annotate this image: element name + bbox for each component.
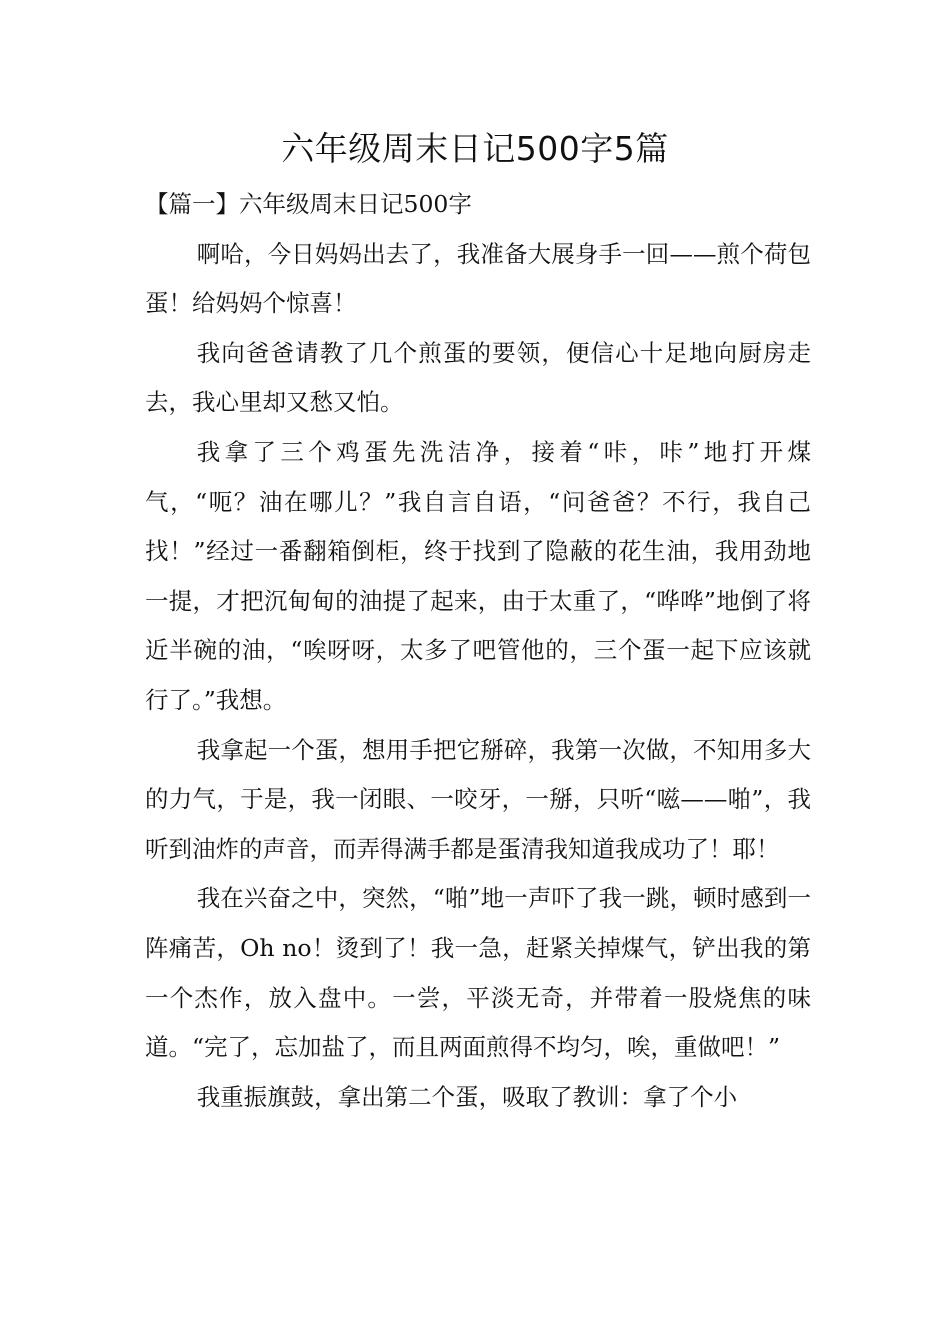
paragraph-6: 我重振旗鼓，拿出第二个蛋，吸取了教训：拿了个小 (196, 1082, 738, 1111)
paragraph-2: 我向爸爸请教了几个煎蛋的要领，便信心十足地向厨房走去，我心里却又愁又怕。 (145, 338, 811, 417)
document-body (145, 180, 811, 1122)
paragraph-3: 我拿了三个鸡蛋先洗洁净，接着“咔，咔”地打开煤气，“呃？油在哪儿？”我自言自语，“问爸爸？不行，我自己找！”经过一番翻箱倒柜，终于找到了隐蔽的花生油，我用劲地一提，才把沉甸甸的油提了起来，由于太重了，“哗哗”地倒了将近半碗的油，“唉呀呀，太多了吧管他的，三个蛋一起下应该就行了。”我想。 (145, 437, 811, 714)
document-title: 六年级周末日记500字5篇 (281, 129, 669, 168)
paragraph-5: 我在兴奋之中，突然，“啪”地一声吓了我一跳，顿时感到一阵痛苦，Oh no！烫到了！我一急，赶紧关掉煤气，铲出我的第一个杰作，放入盘中。一尝，平淡无奇，并带着一股烧焦的味道。“完了，忘加盐了，而且两面煎得不均匀，唉，重做吧！” (145, 884, 811, 1062)
paragraph-4: 我拿起一个蛋，想用手把它掰碎，我第一次做，不知用多大的力气，于是，我一闭眼、一咬牙，一掰，只听“嗞——啪”，我听到油炸的声音，而弄得满手都是蛋清我知道我成功了！耶！ (145, 735, 811, 863)
paragraph-1: 啊哈，今日妈妈出去了，我准备大展身手一回——煎个荷包蛋！给妈妈个惊喜！ (145, 239, 811, 318)
section-heading: 【篇一】六年级周末日记500字 (145, 190, 472, 218)
